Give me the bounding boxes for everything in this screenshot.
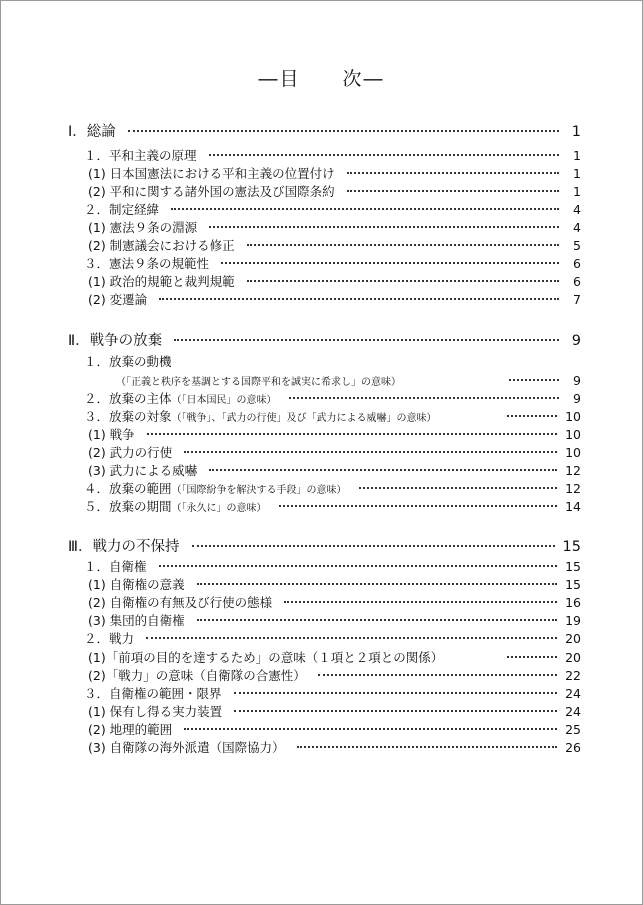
toc-entry-label [84,256,209,272]
toc-entry-row [84,409,581,427]
dot-leader [234,710,557,712]
toc-entry-title: (1)「前項の目的を達するため」の意味（１項と２項との関係） [88,650,444,665]
toc-entry-row [84,686,581,702]
toc-entry-row [88,668,581,684]
toc-page-number: 22 [565,668,581,683]
toc-page-number: 10 [565,427,581,442]
dot-leader [197,619,557,621]
toc-entry-row [88,740,581,756]
dot-leader [507,415,557,417]
toc-entry-row [84,354,581,370]
dot-leader [184,451,557,453]
toc-entry-title: (1) 保有し得る実力装置 [88,704,223,719]
toc-entry-label [68,124,116,140]
toc-entry-label [88,184,335,200]
toc-entry-label [84,391,277,409]
toc-page-number: 10 [565,445,581,460]
dot-leader [192,545,555,547]
toc-entry-label [88,577,185,593]
toc-page-number: 1 [573,166,581,181]
toc-page-number: 14 [565,499,581,514]
toc-entry-label [84,148,197,164]
toc-page-number: 5 [573,238,581,253]
toc-entry-row [84,148,581,164]
toc-entry-title: (2) 変遷論 [88,292,148,307]
toc-entry-title: (1) 日本国憲法における平和主義の位置付け [88,166,335,181]
toc-entry-title: ３．憲法９条の規範性 [84,256,210,271]
dot-leader [159,565,558,567]
toc-entry-title: ４．放棄の範囲 [84,481,172,496]
toc-entry-label [84,499,267,517]
toc-page-number: 24 [565,686,581,701]
toc-entry-title: (3) 武力による威嚇 [88,463,198,478]
toc-page-number: 24 [565,704,581,719]
dot-leader [279,505,558,507]
page-title: ―目 次― [258,68,385,90]
toc-entry-title: (2)「戦力」の意味（自衛隊の合憲性） [88,668,306,683]
toc-page-number: 4 [573,202,581,217]
toc-page-number: 4 [573,220,581,235]
toc-entry-label [88,650,443,666]
toc-entry-row [88,650,581,666]
toc-entry-row [88,722,581,738]
toc-chapter-row [68,124,581,140]
toc-entry-row [88,463,581,479]
dot-leader [234,692,558,694]
dot-leader [147,433,557,435]
dot-leader [171,208,559,210]
toc-entry-label [84,202,159,218]
toc-page-number: 1 [573,184,581,199]
toc-entry-title: (1) 憲法９条の淵源 [88,220,198,235]
toc-page-number: 7 [573,292,581,307]
dot-leader [509,379,559,381]
toc-entry-row [88,613,581,629]
toc-entry-label [88,292,147,308]
toc-entry-title: (3) 自衛隊の海外派遣（国際協力） [88,740,285,755]
dot-leader [209,469,557,471]
toc-entry-title: Ⅲ．戦力の不保持 [68,539,180,555]
toc-entry-title: (3) 集団的自衛権 [88,613,185,628]
toc-entry-row [84,481,581,499]
dot-leader [247,244,559,246]
toc-entry-row [88,184,581,200]
toc-entry-title: (2) 平和に関する諸外国の憲法及び国際条約 [88,184,335,199]
dot-leader [347,190,559,192]
toc-entry-label [88,274,235,290]
toc-entry-row [84,559,581,575]
toc-entry-row [88,220,581,236]
toc-entry-title: ５．放棄の期間 [84,499,172,514]
dot-leader [289,397,559,399]
toc-page-number: 1 [573,148,581,163]
toc-entry-title: Ⅰ．総論 [68,124,116,140]
toc-entry-title: ２．制定経緯 [84,202,160,217]
toc-entry-label [88,463,197,479]
toc-entry-row [84,391,581,409]
dot-leader [174,339,559,341]
toc-page-number: 10 [565,409,581,424]
toc-entry-label [84,631,134,647]
toc-entry-row [88,704,581,720]
dot-leader [128,130,559,132]
toc-entry-label [84,354,172,370]
toc-entry-title: (2) 地理的範囲 [88,722,173,737]
dot-leader [209,154,559,156]
toc-entry-row [88,238,581,254]
toc-entry-label [88,238,235,254]
toc-entry-row [88,292,581,308]
toc-entry-title: １．放棄の動機 [84,354,172,369]
toc-entry-row [116,373,581,391]
toc-entry-label [84,409,437,427]
toc-entry-subtitle: （「永久に」の意味） [171,503,267,514]
toc-entry-label [116,373,401,391]
dot-leader [318,674,557,676]
toc-entry-label [88,704,222,720]
toc-page-number: 6 [573,256,581,271]
dot-leader [221,262,559,264]
toc-page-number: 12 [565,463,581,478]
dot-leader [197,583,557,585]
dot-leader [247,280,559,282]
dot-leader [359,487,558,489]
toc-entry-label [68,333,162,349]
toc-entry-label [88,613,185,629]
toc-page-number: 25 [565,722,581,737]
toc-page-number: 15 [562,539,581,555]
toc-entry-row [84,256,581,272]
dot-leader [297,746,557,748]
toc-entry-row [88,577,581,593]
toc-entry-row [84,499,581,517]
toc-entry-title: １．平和主義の原理 [84,148,197,163]
dot-leader [347,172,559,174]
toc-entry-subtitle: （「日本国民」の意味） [171,395,277,406]
toc-entry-row [88,595,581,611]
toc-entry-title: (1) 自衛権の意義 [88,577,185,592]
toc-page-number: 16 [565,595,581,610]
toc-entry-title: ３．放棄の対象 [84,409,172,424]
toc-entry-row [84,631,581,647]
toc-page-number: 6 [573,274,581,289]
toc-entry-title: ２．放棄の主体 [84,391,172,406]
toc-page-number: 15 [565,577,581,592]
toc-page-number: 9 [571,333,581,349]
toc-entry-row [88,166,581,182]
toc-entry-subtitle: （「戦争」、「武力の行使」及び「武力による威嚇」の意味） [171,413,437,424]
dot-leader [284,601,557,603]
toc-entry-subtitle: （「国際紛争を解決する手段」の意味） [171,485,347,496]
dot-leader [507,656,557,658]
dot-leader [184,728,557,730]
toc-entry-row [84,202,581,218]
dot-leader [159,298,559,300]
toc-page-number: 26 [565,740,581,755]
toc-entry-title: (2) 武力の行使 [88,445,173,460]
toc-page-number: 12 [565,481,581,496]
toc-entry-row [88,445,581,461]
toc-entry-label [68,539,180,555]
toc-chapter-row [68,539,581,555]
toc-page-number: 1 [571,124,581,140]
toc-entry-row [88,274,581,290]
toc-entry-title: ３．自衛権の範囲・限界 [84,686,222,701]
dot-leader [146,637,557,639]
toc-entry-label [88,166,335,182]
toc-entry-title: ２．戦力 [84,631,135,646]
toc-entry-label [88,445,172,461]
toc-entry-row [88,427,581,443]
toc-entry-title: (2) 制憲議会における修正 [88,238,235,253]
toc-page-number: 20 [565,631,581,646]
toc-entry-label [88,722,172,738]
toc-page-number: 9 [573,391,581,406]
toc-entry-title: (1) 戦争 [88,427,135,442]
toc-page-number: 15 [565,559,581,574]
toc-page-number: 19 [565,613,581,628]
toc-page-number: 9 [573,373,581,388]
toc-entry-label [88,427,135,443]
toc-entry-subtitle: （「正義と秩序を基調とする国際平和を誠実に希求し」の意味） [116,377,401,388]
toc-entry-title: (2) 自衛権の有無及び行使の態様 [88,595,273,610]
toc-entry-label [84,481,347,499]
toc-entry-title: (1) 政治的規範と裁判規範 [88,274,235,289]
dot-leader [209,226,559,228]
toc-entry-title: Ⅱ．戦争の放棄 [68,333,163,349]
toc-entry-label [88,740,285,756]
toc-page-number: 20 [565,650,581,665]
toc-entry-title: １．自衛権 [84,559,147,574]
toc-chapter-row [68,333,581,349]
toc-entry-label [88,220,197,236]
toc-entry-label [88,595,272,611]
toc-entry-label [84,686,222,702]
toc-entry-label [88,668,306,684]
toc-entry-label [84,559,147,575]
